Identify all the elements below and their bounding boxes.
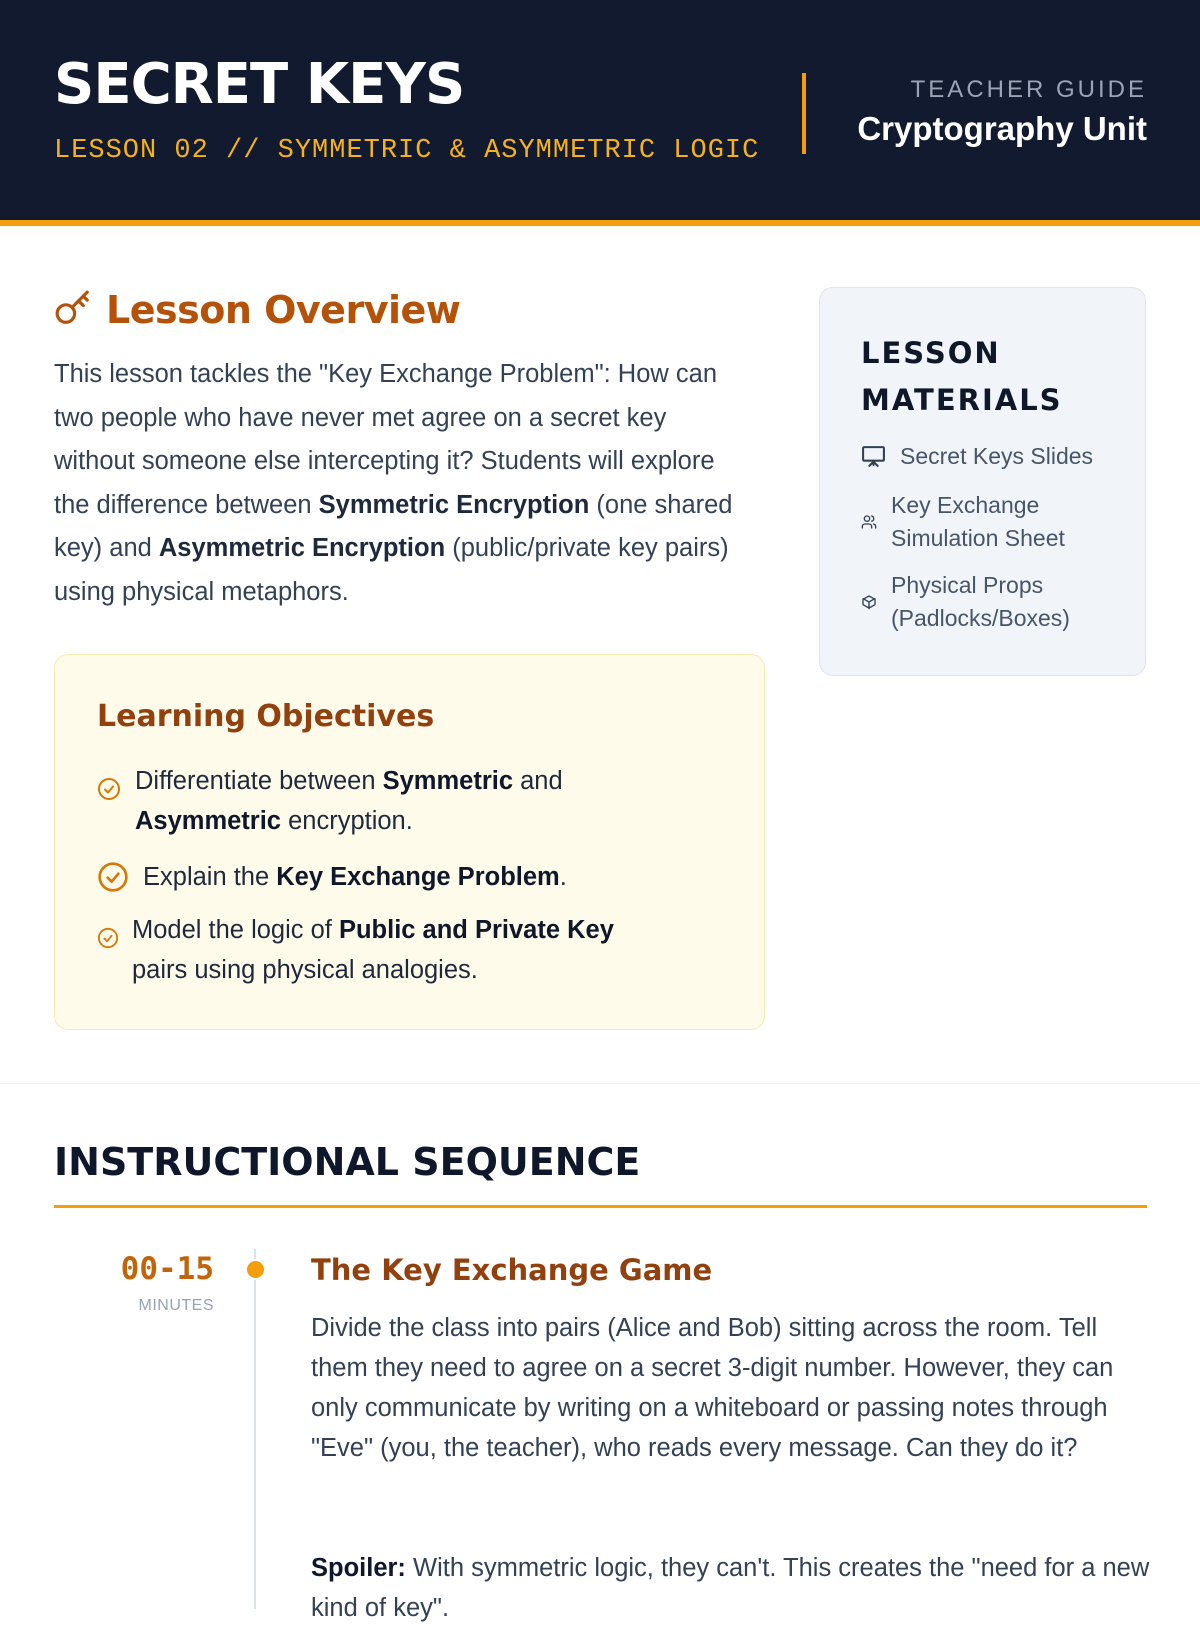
timeline-dot (245, 1259, 266, 1280)
step-title: The Key Exchange Game (311, 1253, 713, 1287)
key-icon (54, 289, 92, 332)
overview-title: Lesson Overview (106, 288, 461, 332)
step-spoiler: Spoiler: With symmetric logic, they can't. This creates the "need for a new kind of key". (311, 1554, 1150, 1622)
symmetric-term: Symmetric Encryption (318, 490, 590, 519)
step-description: Divide the class into pairs (Alice and Bob) sitting across the room. Tell them they need to agree on a secret 3-digit number. However, they can only communicate by writing on a whiteboard or passing notes through "Eve" (you, the teacher), who reads every message. Can they do it? (311, 1314, 1114, 1462)
asymmetric-term: Asymmetric Encryption (158, 534, 446, 562)
page-title: SECRET KEYS (54, 52, 465, 117)
unit-title: Cryptography Unit (857, 110, 1147, 147)
users-icon (861, 514, 877, 530)
section-divider (0, 1083, 1200, 1084)
timeline-line (254, 1249, 256, 1609)
objective-item: Model the logic of Public and Private Key pairs using physical analogies. (97, 910, 717, 990)
objectives-title: Learning Objectives (97, 699, 435, 734)
material-item[interactable]: Key Exchange Simulation Sheet (861, 489, 1121, 555)
header-divider (802, 73, 806, 154)
lesson-subtitle: LESSON 02 // SYMMETRIC & ASYMMETRIC LOGIC (54, 136, 760, 166)
sequence-rule (54, 1205, 1147, 1208)
learning-objectives-card (54, 654, 765, 1030)
step-time-unit: MINUTES (138, 1297, 214, 1314)
box-icon (861, 594, 877, 610)
page-header (0, 0, 1200, 226)
sequence-title: INSTRUCTIONAL SEQUENCE (54, 1140, 641, 1184)
check-circle-icon (97, 861, 129, 905)
objective-item: Differentiate between Symmetric and Asymmetric encryption. (97, 761, 717, 841)
material-item[interactable]: Physical Props (Padlocks/Boxes) (861, 569, 1121, 635)
step-time: 00-15 (120, 1251, 214, 1287)
check-circle-icon (97, 773, 121, 813)
objective-item: Explain the Key Exchange Problem. (97, 857, 717, 897)
material-item[interactable]: Secret Keys Slides (861, 440, 1093, 473)
overview-paragraph: This lesson tackles the "Key Exchange Problem": How can two people who have never met agree on a secret key without someone else intercepting it? Students will explore the difference between Symmetric Encryption (one shared key) and Asymmetric Encryption (public/private key pairs) using physical metaphors. (54, 360, 733, 606)
lesson-materials-card (819, 287, 1146, 676)
overview-heading (54, 288, 460, 332)
guide-label: TEACHER GUIDE (910, 76, 1147, 103)
presentation-icon (861, 444, 886, 469)
materials-title: LESSON MATERIALS (861, 336, 1063, 417)
check-circle-icon (97, 921, 119, 961)
